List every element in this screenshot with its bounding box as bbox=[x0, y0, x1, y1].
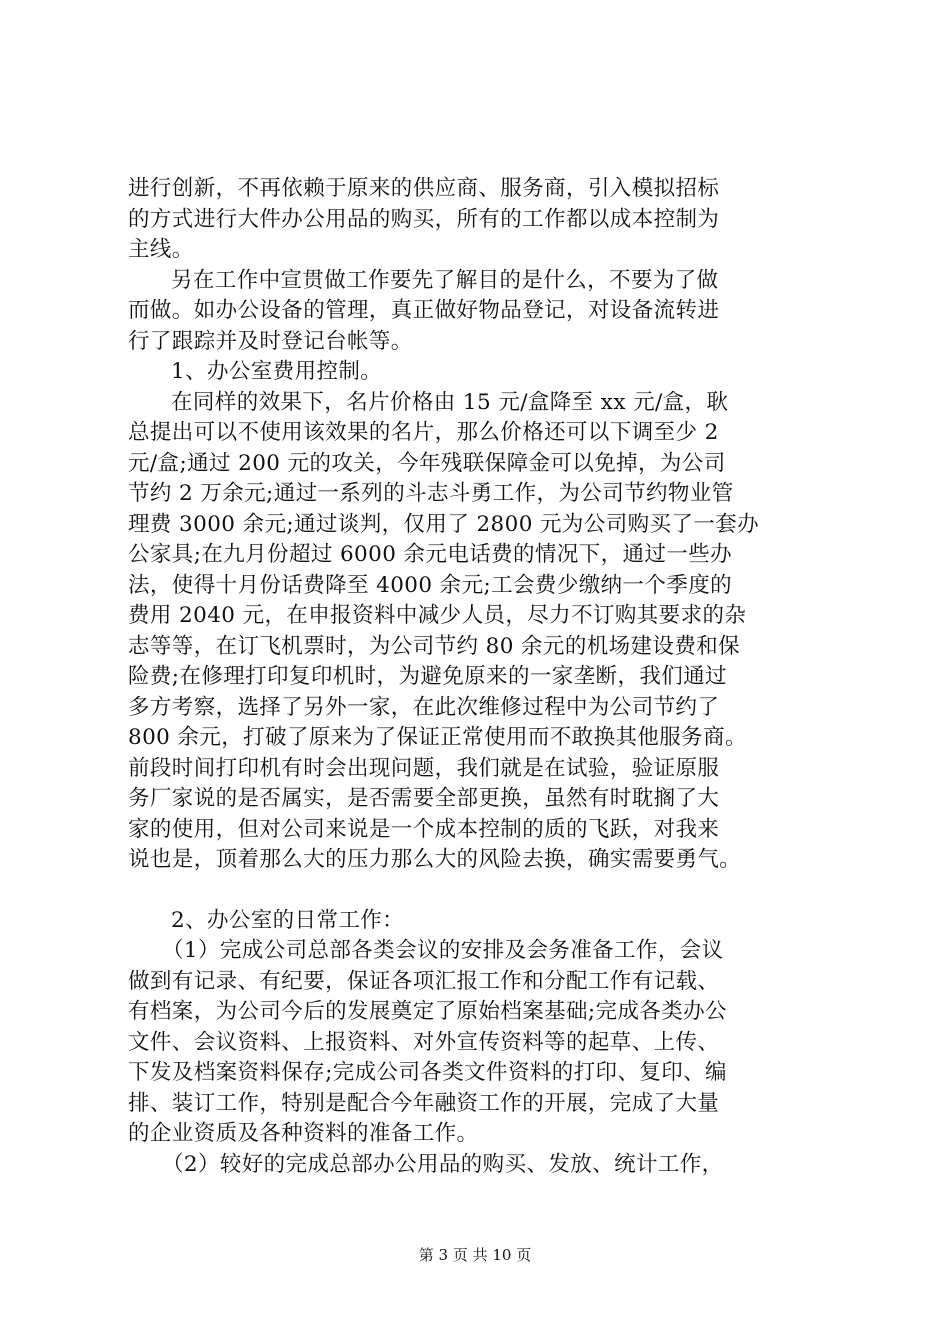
text-line: 下发及档案资料保存;完成公司各类文件资料的打印、复印、编 bbox=[128, 1060, 727, 1085]
section-heading: 1、办公室费用控制。 bbox=[171, 359, 383, 384]
text-line: 总提出可以不使用该效果的名片，那么价格还可以下调至少 2 bbox=[128, 420, 719, 445]
paragraph-gap bbox=[128, 876, 833, 906]
text-line: （2）较好的完成总部办公用品的购买、发放、统计工作， bbox=[162, 1151, 724, 1177]
text-line: 进行创新，不再依赖于原来的供应商、服务商，引入模拟招标 bbox=[128, 176, 720, 201]
text-line: 的方式进行大件办公用品的购买，所有的工作都以成本控制为 bbox=[128, 206, 720, 232]
text-line: 务厂家说的是否属实，是否需要全部更换，虽然有时耽搁了大 bbox=[128, 786, 720, 811]
text-line: 费用 2040 元，在申报资料中减少人员，尽力不订购其要求的杂 bbox=[128, 603, 747, 628]
text-line: 另在工作中宣贯做工作要先了解目的是什么，不要为了做 bbox=[171, 267, 719, 293]
page-footer bbox=[0, 1245, 950, 1265]
text-line: 理费 3000 余元;通过谈判，仅用了 2800 元为公司购买了一套办 bbox=[128, 511, 760, 537]
page-number-label: 第 3 页 共 10 页 bbox=[418, 1246, 532, 1264]
text-line: 主线。 bbox=[128, 237, 194, 262]
text-line: 在同样的效果下，名片价格由 15 元/盒降至 xx 元/盒，耿 bbox=[171, 389, 729, 415]
text-line: 而做。如办公设备的管理，真正做好物品登记，对设备流转进 bbox=[128, 298, 720, 323]
text-line: 公家具;在九月份超过 6000 余元电话费的情况下，通过一些办 bbox=[128, 542, 733, 567]
section-heading: 2、办公室的日常工作： bbox=[171, 907, 405, 933]
text-line: 多方考察，选择了另外一家，在此次维修过程中为公司节约了 bbox=[128, 694, 720, 720]
text-line: 险费;在修理打印复印机时，为避免原来的一家垄断，我们通过 bbox=[128, 664, 727, 689]
text-line: 志等等，在订飞机票时，为公司节约 80 余元的机场建设费和保 bbox=[128, 633, 741, 659]
text-line: 节约 2 万余元;通过一系列的斗志斗勇工作，为公司节约物业管 bbox=[128, 481, 734, 506]
text-line: 家的使用，但对公司来说是一个成本控制的质的飞跃，对我来 bbox=[128, 816, 720, 842]
text-line: （1）完成公司总部各类会议的安排及会务准备工作，会议 bbox=[162, 938, 724, 963]
text-line: 文件、会议资料、上报资料、对外宣传资料等的起草、上传、 bbox=[128, 1029, 720, 1055]
text-line: 排、装订工作，特别是配合今年融资工作的开展，完成了大量 bbox=[128, 1090, 720, 1116]
text-line: 行了跟踪并及时登记台帐等。 bbox=[128, 328, 413, 354]
text-line: 元/盒;通过 200 元的攻关，今年残联保障金可以免掉，为公司 bbox=[128, 450, 726, 476]
text-line: 做到有记录、有纪要，保证各项汇报工作和分配工作有记载、 bbox=[128, 968, 720, 994]
text-line: 有档案，为公司今后的发展奠定了原始档案基础;完成各类办公 bbox=[128, 999, 727, 1024]
text-line: 法，使得十月份话费降至 4000 余元;工会费少缴纳一个季度的 bbox=[128, 572, 733, 598]
text-line: 说也是，顶着那么大的压力那么大的风险去换，确实需要勇气。 bbox=[128, 847, 742, 872]
text-line: 前段时间打印机有时会出现问题，我们就是在试验，验证原服 bbox=[128, 755, 720, 781]
text-line: 800 余元，打破了原来为了保证正常使用而不敢换其他服务商。 bbox=[128, 725, 747, 750]
document-body bbox=[128, 174, 833, 1180]
text-line: 的企业资质及各种资料的准备工作。 bbox=[128, 1121, 479, 1146]
